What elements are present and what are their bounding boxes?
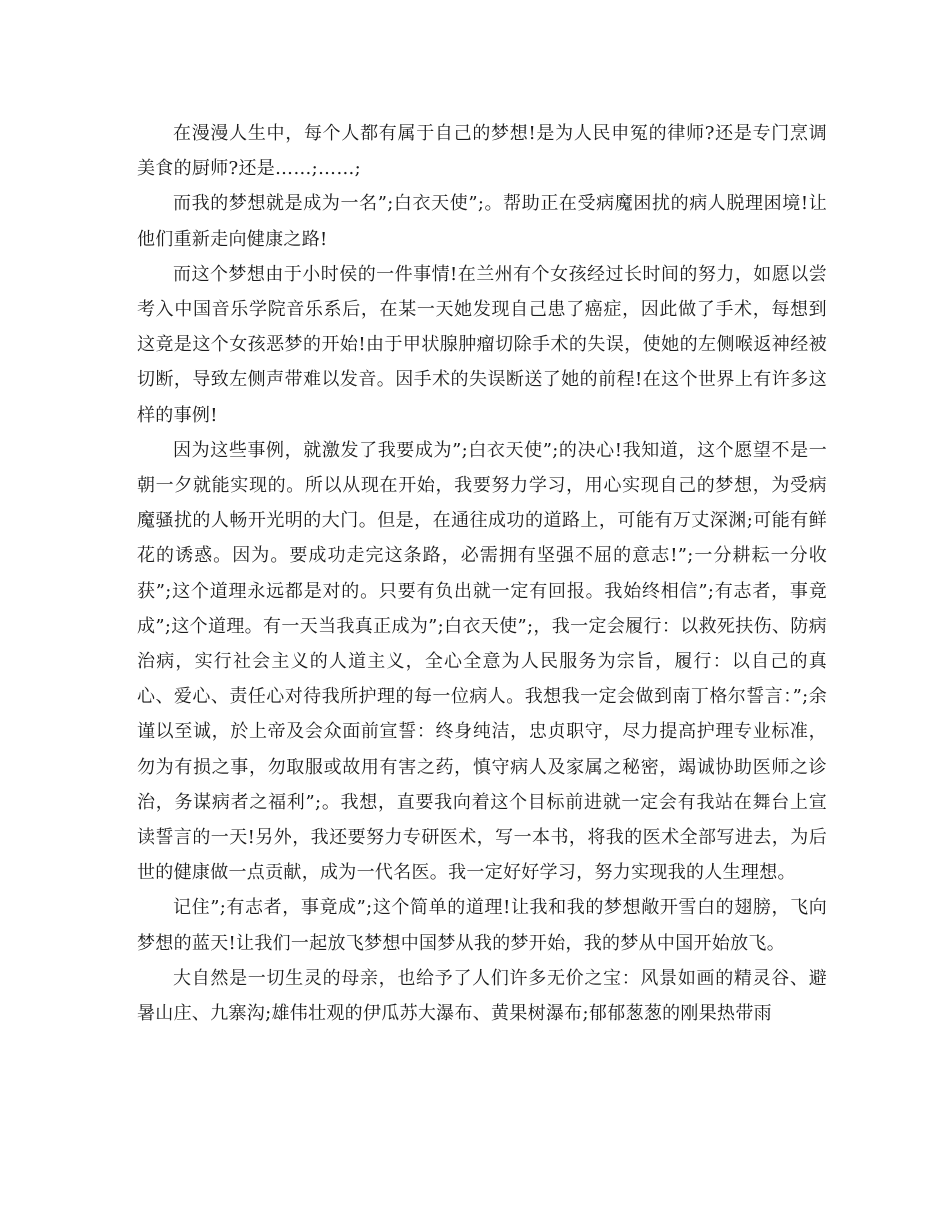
- paragraph-determination: 因为这些事例，就激发了我要成为”;白衣天使”;的决心!我知道，这个愿望不是一朝一夕就能实现的。所以从现在开始，我要努力学习，用心实现自己的梦想，为受病魔骚扰的人畅开光明的大门。但是，在通往成功的道路上，可能有万丈深渊;可能有鲜花的诱惑。因为。要成功走完这条路，必需拥有坚强不屈的意志!”;一分耕耘一分收获”;这个道理永远都是对的。只要有负出就一定有回报。我始终相信”;有志者，事竟成”;这个道理。有一天当我真正成为”;白衣天使”;，我一定会履行：以救死扶伤、防病治病，实行社会主义的人道主义，全心全意为人民服务为宗旨，履行：以自己的真心、爱心、责任心对待我所护理的每一位病人。我想我一定会做到南丁格尔誓言：”;余谨以至诚，於上帝及会众面前宣誓：终身纯洁，忠贞职守，尽力提高护理专业标准，勿为有损之事，勿取服或故用有害之药，慎守病人及家属之秘密，竭诚协助医师之诊治，务谋病者之福利”;。我想，直要我向着这个目标前进就一定会有我站在舞台上宣读誓言的一天!另外，我还要努力专研医术，写一本书，将我的医术全部写进去，为后世的健康做一点贡献，成为一代名医。我一定好好学习，努力实现我的人生理想。: [137, 439, 827, 884]
- paragraph-dream-intro: 在漫漫人生中，每个人都有属于自己的梦想!是为人民申冤的律师?还是专门烹调美食的厨师?还是……;……;: [137, 123, 827, 180]
- paragraph-nature: 大自然是一切生灵的母亲，也给予了人们许多无价之宝：风景如画的精灵谷、避暑山庄、九寨沟;雄伟壮观的伊瓜苏大瀑布、黄果树瀑布;郁郁葱葱的刚果热带雨: [137, 967, 827, 1025]
- paragraph-white-angel-goal: 而我的梦想就是成为一名”;白衣天使”;。帮助正在受病魔困扰的病人脱理困境!让他们重新走向健康之路!: [137, 193, 827, 250]
- document-page: [137, 116, 827, 1031]
- paragraph-conclusion: 记住”;有志者，事竟成”;这个简单的道理!让我和我的梦想敞开雪白的翅膀，飞向梦想的蓝天!让我们一起放飞梦想中国梦从我的梦开始，我的梦从中国开始放飞。: [137, 897, 827, 954]
- paragraph-childhood-story: 而这个梦想由于小时侯的一件事情!在兰州有个女孩经过长时间的努力，如愿以尝考入中国音乐学院音乐系后，在某一天她发现自己患了癌症，因此做了手术，每想到这竟是这个女孩恶梦的开始!由于甲状腺肿瘤切除手术的失误，使她的左侧喉返神经被切断，导致左侧声带难以发音。因手术的失误断送了她的前程!在这个世界上有许多这样的事例!: [137, 263, 827, 426]
